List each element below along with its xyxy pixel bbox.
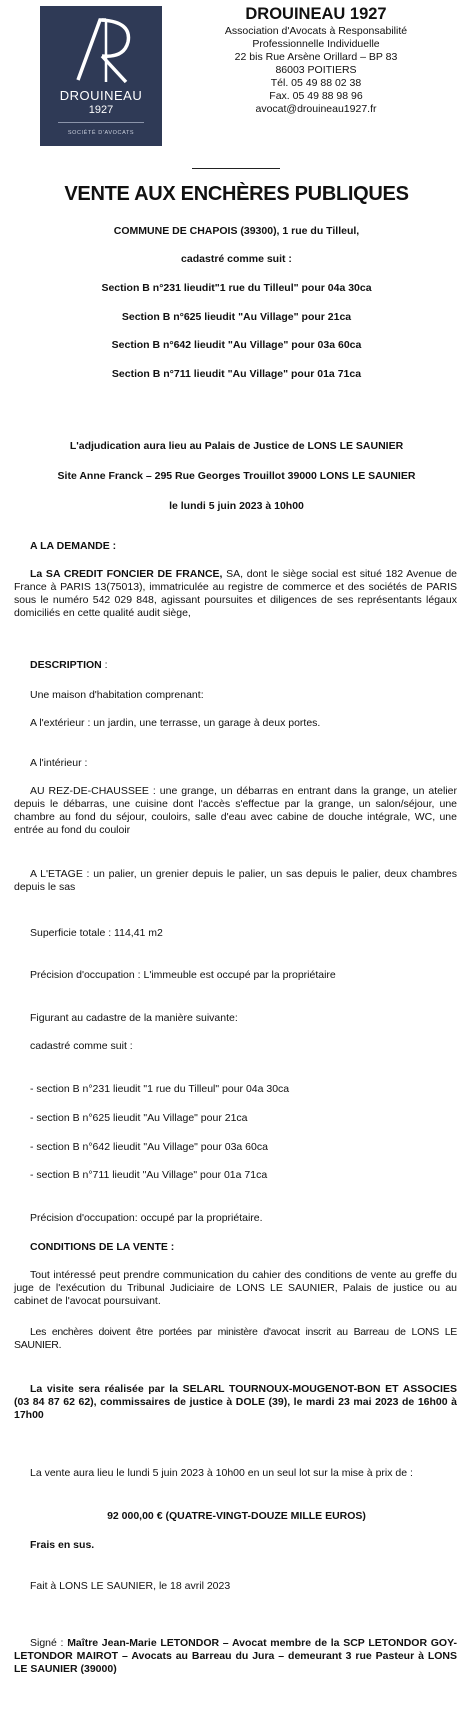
- logo-name: DROUINEAU: [59, 88, 143, 103]
- mise-a-prix-amount: 92 000,00 € (QUATRE-VINGT-DOUZE MILLE EUROS): [107, 1510, 366, 1522]
- commune: COMMUNE DE CHAPOIS (39300), 1 rue du Tilleul,: [113, 225, 360, 237]
- signature-label: Signé :: [30, 1637, 64, 1649]
- firm-line: Professionnelle Individuelle: [252, 38, 380, 50]
- cadastre-item: - section B n°642 lieudit "Au Village" pour 03a 60ca: [30, 1141, 268, 1153]
- logo-divider: [58, 122, 144, 123]
- logo-tagline: SOCIÉTÉ D'AVOCATS: [67, 130, 135, 136]
- demande-party: La SA CREDIT FONCIER DE FRANCE,: [30, 568, 223, 580]
- firm-logo: [40, 6, 162, 146]
- description-colon: :: [101, 659, 108, 671]
- logo-year: 1927: [88, 104, 114, 116]
- cadastre-item: - section B n°231 lieudit "1 rue du Tilleul" pour 04a 30ca: [30, 1083, 290, 1095]
- description-occupation: Précision d'occupation : L'immeuble est occupé par la propriétaire: [30, 969, 336, 981]
- page-title: VENTE AUX ENCHÈRES PUBLIQUES: [64, 183, 409, 205]
- fait-a: Fait à LONS LE SAUNIER, le 18 avril 2023: [30, 1580, 231, 1592]
- signature-text: Maître Jean-Marie LETONDOR – Avocat membre de la SCP LETONDOR GOY-LETONDOR MAIROT – Avocats au Barreau du Jura – demeurant 3 rue Pasteur à LONS LE SAUNIER (39000): [14, 1637, 457, 1675]
- firm-name: DROUINEAU 1927: [245, 5, 387, 23]
- firm-address: 22 bis Rue Arsène Orillard – BP 83: [234, 51, 398, 63]
- signature: [14, 1637, 457, 1676]
- firm-city: 86003 POITIERS: [275, 64, 357, 76]
- section-line: Section B n°231 lieudit"1 rue du Tilleul" pour 04a 30ca: [101, 282, 372, 294]
- description-cadastre: cadastré comme suit :: [30, 1040, 133, 1052]
- description-superficie: Superficie totale : 114,41 m2: [30, 927, 163, 939]
- description-exterior: A l'extérieur : un jardin, une terrasse, un garage à deux portes.: [30, 717, 321, 729]
- cadastre-item: - section B n°625 lieudit "Au Village" pour 21ca: [30, 1112, 248, 1124]
- firm-phone: Tél. 05 49 88 02 38: [270, 77, 362, 89]
- mise-a-prix-text: La vente aura lieu le lundi 5 juin 2023 à 10h00 en un seul lot sur la mise à prix de :: [30, 1467, 413, 1479]
- adjudication-place: L'adjudication aura lieu au Palais de Justice de LONS LE SAUNIER: [69, 440, 404, 452]
- firm-line: Association d'Avocats à Responsabilité: [224, 25, 408, 37]
- divider: [192, 168, 280, 169]
- cadastre-item: - section B n°711 lieudit "Au Village" pour 01a 71ca: [30, 1169, 268, 1181]
- description-occupation-2: Précision d'occupation: occupé par la propriétaire.: [30, 1212, 263, 1224]
- firm-fax: Fax. 05 49 88 98 96: [269, 90, 363, 102]
- conditions-paragraph: Tout intéressé peut prendre communication du cahier des conditions de vente au greffe du juge de l'exécution du Tribunal Judiciaire de LONS LE SAUNIER, Palais de justice ou au cabinet de l'avocat poursuivant.: [14, 1269, 457, 1307]
- description-rdc: AU REZ-DE-CHAUSSEE : une grange, un débarras en entrant dans la grange, un atelier depuis le débarras, une cuisine dont l'accès s'effectue par la grange, un salon/séjour, une chambre au fond du séjour, couloirs, salle d'eau avec cabine de douche intégrale, WC, une entrée au fond du couloir: [14, 785, 457, 836]
- description-heading-line: [30, 659, 457, 672]
- frais: Frais en sus.: [30, 1539, 95, 1551]
- demande-paragraph: [14, 568, 457, 620]
- description-interior-label: A l'intérieur :: [30, 757, 88, 769]
- demande-text: SA, dont le siège social est situé 182 Avenue de France à PARIS 13(75013), immatriculée au registre de commerce et des sociétés de PARIS sous le numéro 542 029 848, agissant poursuites et diligences de ses représentants légaux domiciliés en cette qualité audit siège,: [14, 568, 457, 619]
- cadastre-intro: cadastré comme suit :: [181, 253, 292, 265]
- description-heading: DESCRIPTION: [30, 659, 102, 671]
- firm-email: avocat@drouineau1927.fr: [255, 103, 377, 115]
- description-figurant: Figurant au cadastre de la manière suivante:: [30, 1012, 238, 1024]
- logo-monogram-icon: [40, 6, 162, 96]
- section-line: Section B n°625 lieudit "Au Village" pour 21ca: [121, 311, 352, 323]
- firm-header: [196, 4, 436, 116]
- conditions-visite: La visite sera réalisée par la SELARL TOURNOUX-MOUGENOT-BON ET ASSOCIES (03 84 87 62 62), commissaires de justice à DOLE (39), le mardi 23 mai 2023 de 16h00 à 17h00: [14, 1383, 457, 1421]
- demande-heading: A LA DEMANDE :: [30, 540, 117, 552]
- description-intro: Une maison d'habitation comprenant:: [30, 689, 204, 701]
- section-line: Section B n°711 lieudit "Au Village" pour 01a 71ca: [111, 368, 362, 380]
- description-etage: A L'ETAGE : un palier, un grenier depuis le palier, un sas depuis le palier, deux chambres depuis le sas: [14, 868, 457, 893]
- adjudication-date: le lundi 5 juin 2023 à 10h00: [169, 500, 304, 512]
- adjudication-address: Site Anne Franck – 295 Rue Georges Trouillot 39000 LONS LE SAUNIER: [57, 470, 416, 482]
- conditions-heading: CONDITIONS DE LA VENTE :: [30, 1241, 175, 1253]
- conditions-avocat: Les enchères doivent être portées par ministère d'avocat inscrit au Barreau de LONS LE SAUNIER.: [14, 1326, 457, 1351]
- section-line: Section B n°642 lieudit "Au Village" pour 03a 60ca: [111, 339, 362, 351]
